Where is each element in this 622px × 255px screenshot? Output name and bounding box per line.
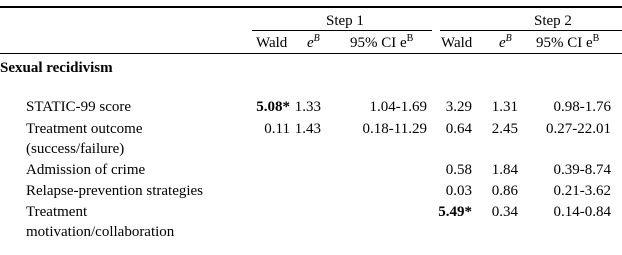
col-header-wald-step2: Wald: [441, 35, 473, 51]
row-label: Relapse-prevention strategies: [26, 183, 204, 199]
row-s2-ci: 0.39-8.74: [553, 162, 611, 178]
row-label: STATIC-99 score: [26, 99, 132, 115]
row-s2-wald: 0.03: [445, 183, 472, 199]
col-header-e-step2: $e^B$: [499, 33, 512, 51]
row-s2-e: 2.45: [491, 121, 518, 137]
header-bottom-rule: [0, 53, 622, 54]
step2-header: Step 2: [534, 13, 572, 29]
col-header-ci-step2: 95% CI $e^B$: [536, 33, 600, 51]
step1-underline: [252, 30, 432, 31]
step2-underline: [440, 30, 622, 31]
row-s1-wald: 0.11: [264, 121, 290, 137]
row-s1-wald: 5.08*: [256, 99, 290, 115]
row-label: Treatment: [26, 204, 88, 220]
row-s2-wald: 0.64: [445, 121, 472, 137]
row-label: Admission of crime: [26, 162, 146, 178]
col-header-wald-step1: Wald: [256, 35, 288, 51]
row-s1-ci: 0.18-11.29: [362, 121, 427, 137]
row-s2-wald: 3.29: [445, 99, 472, 115]
row-s2-e: 1.84: [491, 162, 518, 178]
row-s2-ci: 0.14-0.84: [553, 204, 611, 220]
col-header-ci-step1: 95% CI $e^B$: [350, 33, 414, 51]
row-s1-ci: 1.04-1.69: [369, 99, 427, 115]
section-title: Sexual recidivism: [0, 60, 113, 76]
row-label-continued: motivation/collaboration: [26, 224, 175, 240]
row-s2-e: 0.86: [491, 183, 518, 199]
row-s2-ci: 0.98-1.76: [553, 99, 611, 115]
row-label-continued: (success/failure): [26, 141, 125, 157]
row-label: Treatment outcome: [26, 121, 143, 137]
step1-header: Step 1: [326, 13, 364, 29]
row-s1-e: 1.43: [294, 121, 321, 137]
row-s2-e: 0.34: [491, 204, 518, 220]
table-top-rule: [0, 6, 622, 8]
col-header-e-step1: $e^B$: [307, 33, 320, 51]
row-s1-e: 1.33: [294, 99, 321, 115]
row-s2-ci: 0.21-3.62: [553, 183, 611, 199]
row-s2-e: 1.31: [491, 99, 518, 115]
row-s2-ci: 0.27-22.01: [546, 121, 611, 137]
row-s2-wald: 0.58: [445, 162, 472, 178]
row-s2-wald: 5.49*: [438, 204, 472, 220]
